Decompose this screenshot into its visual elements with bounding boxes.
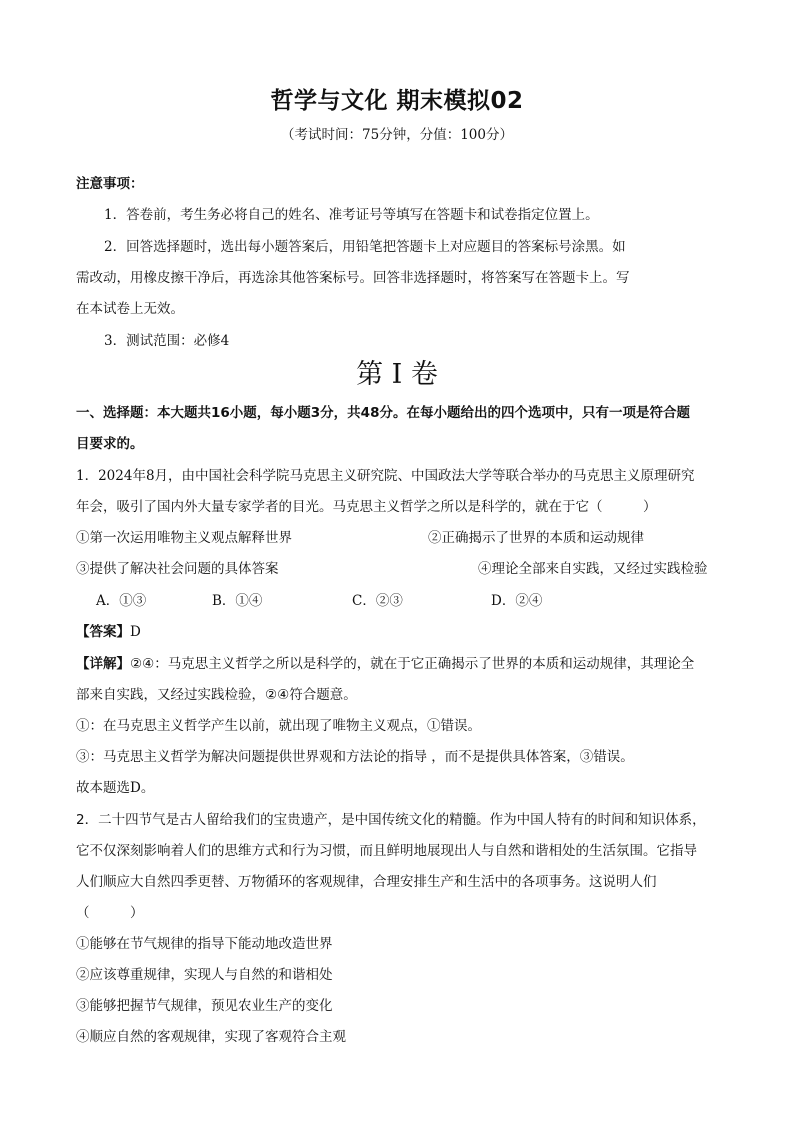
q1-option-c: C．②③ xyxy=(352,593,403,609)
q1-statement-4: ④理论全部来自实践，又经过实践检验 xyxy=(478,561,708,577)
page-title: 哲学与文化 期末模拟02 xyxy=(270,88,524,114)
notice-heading: 注意事项： xyxy=(76,176,144,192)
q2-statement-3: ③能够把握节气规律，预见农业生产的变化 xyxy=(76,998,333,1014)
q1-stem-line-1: 1．2024年8月，由中国社会科学院马克思主义研究院、中国政法大学等联合举办的马克思主义原理研究 xyxy=(76,468,695,484)
q1-detail-line-4: ③：马克思主义哲学为解决问题提供世界观和方法论的指导 ，而不是提供具体答案，③错误。 xyxy=(76,749,634,765)
q1-statement-3: ③提供了解决社会问题的具体答案 xyxy=(76,561,279,577)
q1-detail-line-1 xyxy=(76,652,694,672)
q2-stem-line-3: 人们顺应大自然四季更替、万物循环的客观规律，合理安排生产和生活中的各项事务。这说明人们 xyxy=(76,874,657,890)
detail-label: 【详解】 xyxy=(76,656,130,672)
notice-item-3: 3．测试范围：必修4 xyxy=(104,333,230,349)
q2-statement-2: ②应该尊重规律，实现人与自然的和谐相处 xyxy=(76,967,333,983)
q1-option-b: B．①④ xyxy=(212,593,263,609)
section-heading-line-1: 一、选择题：本大题共16小题，每小题3分，共48分。在每小题给出的四个选项中，只有一项是符合题 xyxy=(76,405,690,421)
answer-value: D xyxy=(130,624,141,640)
q1-detail-line-5: 故本题选D。 xyxy=(76,780,155,796)
q2-stem-line-4: （ ） xyxy=(76,905,144,921)
notice-item-1: 1．答卷前，考生务必将自己的姓名、准考证号等填写在答题卡和试卷指定位置上。 xyxy=(104,207,599,223)
detail-text: ②④：马克思主义哲学之所以是科学的，就在于它正确揭示了世界的本质和运动规律，其理论全 xyxy=(130,656,695,672)
q1-answer xyxy=(76,620,141,640)
q2-stem-line-2: 它不仅深刻影响着人们的思维方式和行为习惯，而且鲜明地展现出人与自然和谐相处的生活氛围。它指导 xyxy=(76,843,697,859)
notice-item-2-line-2: 需改动，用橡皮擦干净后，再选涂其他答案标号。回答非选择题时，将答案写在答题卡上。写 xyxy=(76,270,630,286)
q1-detail-line-2: 部来自实践，又经过实践检验，②④符合题意。 xyxy=(76,687,357,703)
section-heading-line-2: 目要求的。 xyxy=(76,436,144,452)
q1-statement-2: ②正确揭示了世界的本质和运动规律 xyxy=(428,530,644,546)
q1-stem-line-2: 年会，吸引了国内外大量专家学者的目光。马克思主义哲学之所以是科学的，就在于它（ ） xyxy=(76,499,657,515)
notice-item-2-line-1: 2．回答选择题时，选出每小题答案后，用铅笔把答题卡上对应题目的答案标号涂黑。如 xyxy=(104,239,626,255)
exam-info: （考试时间：75分钟，分值：100分） xyxy=(281,127,513,143)
q1-statement-1: ①第一次运用唯物主义观点解释世界 xyxy=(76,530,292,546)
answer-label: 【答案】 xyxy=(76,624,130,640)
q1-option-d: D．②④ xyxy=(491,593,543,609)
q1-detail-line-3: ①：在马克思主义哲学产生以前，就出现了唯物主义观点，①错误。 xyxy=(76,718,481,734)
volume-title: 第 I 卷 xyxy=(356,359,438,390)
q2-statement-1: ①能够在节气规律的指导下能动地改造世界 xyxy=(76,936,333,952)
q1-option-a: A．①③ xyxy=(96,593,147,609)
q2-stem-line-1: 2．二十四节气是古人留给我们的宝贵遗产，是中国传统文化的精髓。作为中国人特有的时间和知识体系， xyxy=(76,812,706,828)
notice-item-2-line-3: 在本试卷上无效。 xyxy=(76,301,184,317)
q2-statement-4: ④顺应自然的客观规律，实现了客观符合主观 xyxy=(76,1029,346,1045)
